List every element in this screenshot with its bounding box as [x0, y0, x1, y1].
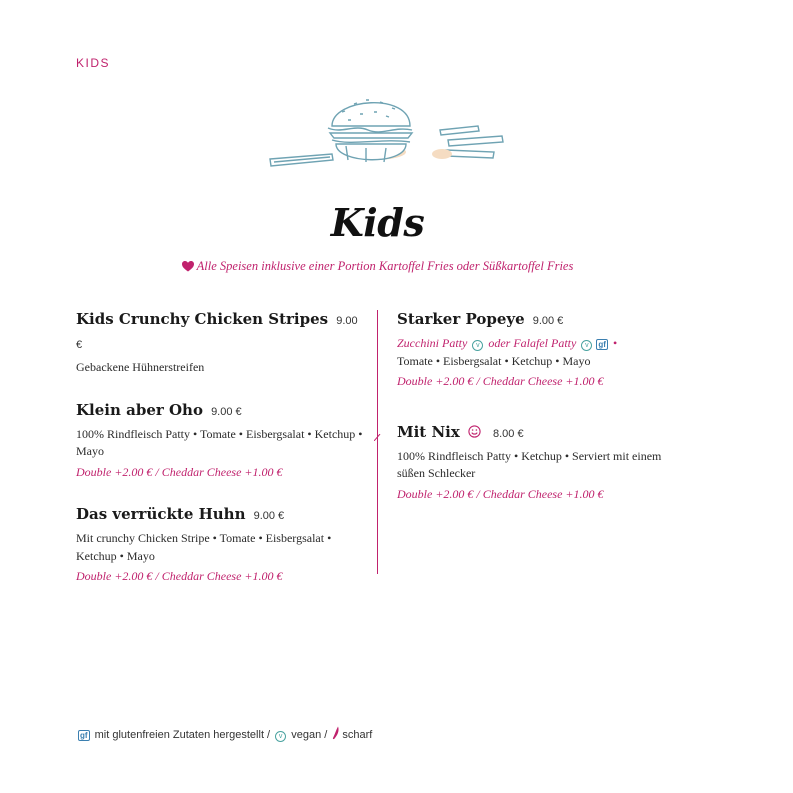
cheese-shadow-right	[432, 149, 452, 159]
burger-fries-illustration	[262, 86, 512, 176]
fries-left-icon	[270, 154, 333, 166]
patty-option-falafel: oder Falafel Patty	[488, 336, 577, 350]
subtitle-text: Alle Speisen inklusive einer Portion Kartoffel Fries oder Süßkartoffel Fries	[196, 259, 574, 273]
item-price: 9.00 €	[76, 315, 358, 351]
item-description: 100% Rindfleisch Patty • Ketchup • Serviert mit einem süßen Schlecker	[397, 448, 662, 480]
item-name: Starker Popeye	[397, 310, 525, 328]
menu-item	[76, 308, 366, 377]
item-description: Mit crunchy Chicken Stripe • Tomate • Eisbergsalat • Ketchup • Mayo	[76, 531, 332, 563]
item-price: 9.00 €	[532, 315, 564, 327]
item-price: 9.00 €	[211, 405, 242, 418]
menu-item	[397, 421, 687, 504]
legend-footer	[76, 726, 372, 742]
item-name: Kids Crunchy Chicken Stripes	[76, 310, 329, 328]
legend-gluten-free: mit glutenfreien Zutaten hergestellt /	[94, 729, 271, 741]
item-description: 100% Rindfleisch Patty • Tomate • Eisbergsalat • Ketchup • Mayo	[76, 426, 363, 458]
smiley-icon	[468, 425, 481, 438]
item-description	[397, 335, 687, 370]
divider-notch	[374, 434, 381, 441]
item-name: Mit Nix	[397, 422, 460, 441]
item-extras: Double +2.00 € / Cheddar Cheese +1.00 €	[397, 486, 604, 501]
section-label: KIDS	[76, 56, 111, 70]
item-price: 9.00 €	[253, 510, 285, 522]
item-price: 8.00 €	[493, 427, 524, 440]
item-name: Klein aber Oho	[76, 400, 203, 419]
heart-icon	[182, 261, 194, 272]
vegan-badge: v	[472, 340, 483, 351]
vegan-badge: v	[275, 731, 286, 742]
page-title: Kids	[330, 200, 425, 245]
item-extras: Double +2.00 € / Cheddar Cheese +1.00 €	[76, 464, 283, 479]
menu-item	[76, 503, 366, 586]
legend-spicy: scharf	[342, 729, 373, 741]
item-extras: Double +2.00 € / Cheddar Cheese +1.00 €	[397, 374, 604, 388]
item-description-rest: Tomate • Eisbergsalat • Ketchup • Mayo	[397, 353, 591, 368]
gluten-free-badge: gf	[80, 731, 88, 740]
menu-item	[76, 399, 366, 482]
menu-column-right	[397, 308, 687, 525]
subtitle	[0, 259, 755, 274]
menu-column-left	[76, 308, 366, 608]
item-extras: Double +2.00 € / Cheddar Cheese +1.00 €	[76, 569, 283, 583]
patty-option-zucchini: Zucchini Patty	[397, 336, 468, 350]
legend-vegan: vegan /	[291, 729, 328, 741]
item-name: Das verrückte Huhn	[76, 505, 246, 523]
column-divider	[377, 310, 378, 574]
bullet-separator: •	[609, 336, 618, 350]
chili-icon	[332, 726, 340, 740]
vegan-badge: v	[581, 340, 592, 351]
gluten-free-badge: gf	[598, 340, 606, 349]
burger-icon	[328, 100, 412, 162]
item-description: Gebackene Hühnerstreifen	[76, 360, 205, 374]
menu-item	[397, 308, 687, 391]
